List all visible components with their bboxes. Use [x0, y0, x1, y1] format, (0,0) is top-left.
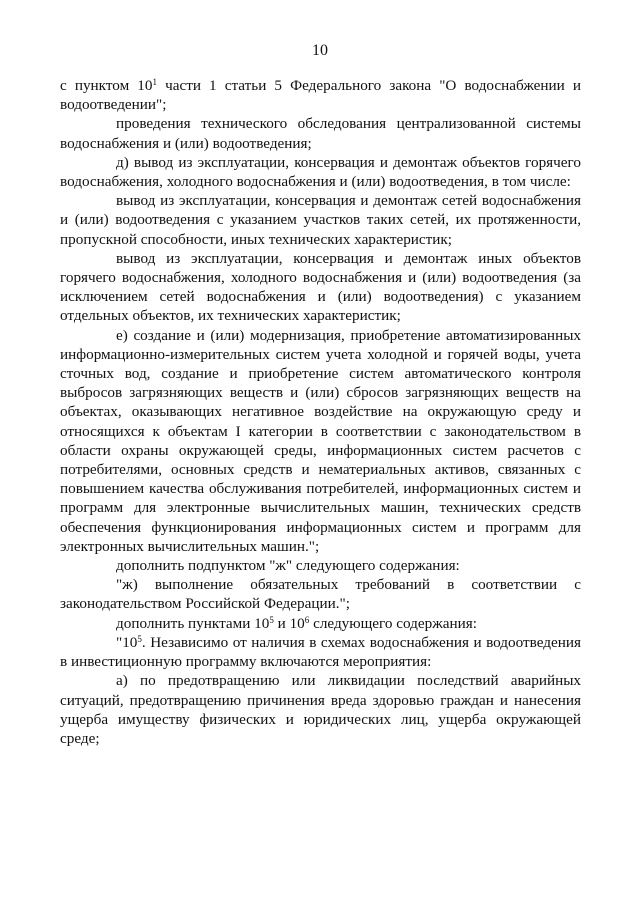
- superscript: 1: [152, 77, 157, 87]
- paragraph-text: следующего содержания:: [309, 614, 477, 632]
- paragraph-text: части 1 статьи 5 Федерального закона "О водоснабжении и водоотведении";: [60, 77, 581, 114]
- paragraph: дополнить подпунктом "ж" следующего содержания:: [116, 557, 460, 575]
- paragraph: вывод из эксплуатации, консервация и демонтаж иных объектов горячего водоснабжения, холодного водоснабжения и (или) водоотведения (за исключением сетей водоснабжения и (или) водоотведения) с указанием отдельных объектов, их технических характеристик;: [60, 249, 581, 325]
- paragraph-item-zh: "ж) выполнение обязательных требований в соответствии с законодательством Российской Федерации.";: [60, 576, 581, 613]
- superscript: 6: [304, 614, 310, 625]
- paragraph: [60, 614, 581, 633]
- paragraph-item-d: д) вывод из эксплуатации, консервация и демонтаж объектов горячего водоснабжения, холодного водоснабжения и (или) водоотведения, в том числе:: [60, 153, 581, 191]
- page-number: 10: [312, 42, 328, 59]
- superscript: 5: [269, 614, 274, 625]
- paragraph: проведения технического обследования централизованной системы водоснабжения и (или) водоотведения;: [60, 115, 581, 152]
- document-body: [60, 76, 581, 748]
- paragraph-text: и 10: [273, 614, 305, 632]
- paragraph-text: дополнить пунктами 10: [116, 614, 270, 632]
- paragraph-item-e: е) создание и (или) модернизация, приобретение автоматизированных информационно-измерительных систем учета холодной и горячей воды, учета сточных вод, создание и приобретение систем автоматического контроля выбросов загрязняющих веществ и (или) сбросов загрязняющих веществ на объектах, оказывающих негативное воздействие на окружающую среду и относящихся к объектам I категории в соответствии с законодательством в области охраны окружающей среды, информационных систем расчетов с потребителями, основных средств и нематериальных активов, связанных с повышением качества обслуживания потребителей, информационных систем и программ для электронные вычислительных машин, технических средств обеспечения функционирования информационных систем и программ для электронных вычислительных машин.";: [60, 326, 581, 555]
- paragraph-text: с пунктом 10: [60, 77, 153, 94]
- superscript: 5: [137, 633, 142, 644]
- paragraph-item-a: а) по предотвращению или ликвидации последствий аварийных ситуаций, предотвращению причинения вреда здоровью граждан и нанесения ущерба имуществу физических и юридических лиц, ущерба окружающей среде;: [60, 672, 581, 747]
- paragraph-text: "10: [116, 633, 138, 651]
- paragraph: вывод из эксплуатации, консервация и демонтаж сетей водоснабжения и (или) водоотведения с указанием участков таких сетей, их протяженности, пропускной способности, иных технических характеристик;: [60, 192, 581, 248]
- paragraph-continuation: [60, 76, 581, 114]
- paragraph-text: . Независимо от наличия в схемах водоснабжения и водоотведения в инвестиционную программу включаются мероприятия:: [60, 633, 581, 671]
- paragraph-point-10-5: [60, 633, 581, 671]
